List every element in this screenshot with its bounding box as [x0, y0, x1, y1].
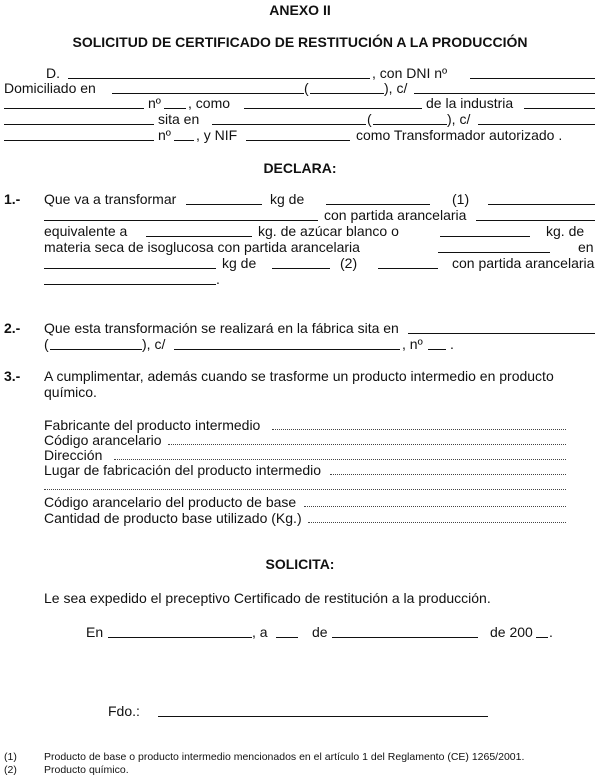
item1-kg-field[interactable]	[186, 204, 262, 205]
field-base-tariff-code[interactable]	[304, 506, 566, 507]
item1-quantity-field[interactable]	[44, 268, 216, 269]
domicile-city-field[interactable]	[112, 93, 304, 94]
item1-en: en	[578, 239, 594, 255]
footnote-1-mark: (1)	[4, 751, 17, 763]
footnote-1-text: Producto de base o producto intermedio mencionados en el artículo 1 del Reglamento (CE) 1265/2001.	[44, 751, 525, 763]
dni-label: , con DNI nº	[372, 65, 448, 81]
domicile-street-cont-field[interactable]	[4, 108, 144, 109]
item2-factory-city-field[interactable]	[408, 333, 595, 334]
item3-line2: químico.	[44, 384, 97, 400]
como-label: , como	[188, 95, 231, 111]
domicile-province-field[interactable]	[310, 93, 384, 94]
dni-field[interactable]	[470, 78, 595, 79]
item1-equivalente: equivalente a	[44, 223, 128, 239]
item1-number: 1.-	[4, 191, 21, 207]
item1-tariff-field[interactable]	[476, 220, 595, 221]
item1-isoglucose-kg-field[interactable]	[440, 236, 530, 237]
applicant-d-label: D.	[46, 65, 60, 81]
paren-open: (	[304, 80, 309, 96]
item1-chemical-cont-field[interactable]	[378, 268, 438, 269]
footnote-2-text: Producto químico.	[44, 764, 129, 776]
field-label-manufacturer: Fabricante del producto intermedio	[44, 417, 261, 433]
date-end-dot: .	[549, 624, 553, 640]
item2-number-label: , nº	[402, 336, 423, 352]
annex-title: ANEXO II	[269, 2, 331, 18]
item2-paren-open: (	[44, 336, 49, 352]
item1-que-va: Que va a transformar	[44, 191, 177, 207]
paren-open-2: (	[367, 111, 372, 127]
street-label-2: ), c/	[447, 111, 471, 127]
field-address[interactable]	[114, 459, 566, 460]
field-label-manufacturing-place: Lugar de fabricación del producto intermedio	[44, 462, 322, 478]
item1-kg-de2: kg. de	[546, 223, 585, 239]
domicile-number-field[interactable]	[164, 108, 186, 109]
industria-label: de la industria	[426, 95, 514, 111]
place-field[interactable]	[108, 637, 252, 638]
year-label: de 200	[490, 624, 533, 640]
domiciliado-label: Domiciliado en	[4, 80, 96, 96]
signature-field[interactable]	[158, 716, 488, 717]
number-label: nº	[148, 95, 161, 111]
item1-product-line2-field[interactable]	[44, 220, 318, 221]
number-label-2: nº	[158, 127, 171, 143]
field-manufacturing-place[interactable]	[330, 474, 566, 475]
item1-ref2: (2)	[340, 255, 358, 271]
field-tariff-code[interactable]	[168, 444, 566, 445]
item1-materia: materia seca de isoglucosa con partida arancelaria	[44, 239, 360, 255]
item3-line1: A cumplimentar, además cuando se trasforme un producto intermedio en producto	[44, 368, 554, 384]
item1-chemical-field[interactable]	[272, 268, 330, 269]
item1-partida2: con partida arancelaria	[452, 255, 595, 271]
place-label: En	[86, 624, 104, 640]
solicita-text: Le sea expedido el preceptivo Certificado de restitución a la producción.	[44, 590, 491, 606]
item1-ref1: (1)	[452, 191, 470, 207]
footnote-2-mark: (2)	[4, 764, 17, 776]
industry-name-field[interactable]	[524, 108, 595, 109]
applicant-name-field[interactable]	[68, 78, 370, 79]
item1-partida: con partida arancelaria	[324, 207, 467, 223]
item1-tariff2-field[interactable]	[438, 252, 550, 253]
year-field[interactable]	[536, 637, 548, 638]
field-label-tariff-code: Código arancelario	[44, 432, 162, 448]
month-field[interactable]	[332, 637, 478, 638]
field-manufacturing-place-cont[interactable]	[44, 489, 566, 490]
item2-end-dot: .	[450, 336, 454, 352]
item2-number: 2.-	[4, 320, 21, 336]
item2-street-label: ), c/	[142, 336, 166, 352]
month-de-label: de	[312, 624, 328, 640]
role-field[interactable]	[244, 108, 422, 109]
item1-azucar: kg. de azúcar blanco o	[258, 223, 399, 239]
item1-end-dot: .	[216, 271, 220, 287]
declara-heading: DECLARA:	[263, 160, 337, 176]
item1-tariff3-field[interactable]	[44, 284, 216, 285]
industry-street-field[interactable]	[478, 124, 595, 125]
field-label-address: Dirección	[44, 447, 103, 463]
industry-city-field[interactable]	[212, 124, 366, 125]
nif-field[interactable]	[246, 140, 350, 141]
field-label-base-tariff-code: Código arancelario del producto de base	[44, 494, 297, 510]
item1-equivalent-kg-field[interactable]	[146, 236, 252, 237]
field-base-quantity[interactable]	[308, 522, 566, 523]
signature-label: Fdo.:	[108, 703, 140, 719]
day-field[interactable]	[276, 637, 298, 638]
date-a-label: , a	[252, 624, 268, 640]
field-label-base-quantity: Cantidad de producto base utilizado (Kg.)	[44, 510, 302, 526]
solicita-heading: SOLICITA:	[265, 556, 335, 572]
item2-factory-province-field[interactable]	[50, 349, 142, 350]
industry-street-cont-field[interactable]	[4, 140, 154, 141]
industry-province-field[interactable]	[373, 124, 447, 125]
industry-number-field[interactable]	[174, 140, 194, 141]
item2-text: Que esta transformación se realizará en la fábrica sita en	[44, 320, 399, 336]
nif-label: , y NIF	[196, 127, 238, 143]
street-label: ), c/	[384, 80, 408, 96]
item1-kg-de: kg de	[270, 191, 305, 207]
document-title: SOLICITUD DE CERTIFICADO DE RESTITUCIÓN A LA PRODUCCIÓN	[72, 34, 528, 50]
field-manufacturer[interactable]	[272, 429, 566, 430]
item1-kg-de3: kg de	[222, 255, 257, 271]
item2-factory-number-field[interactable]	[428, 349, 446, 350]
industry-name-cont-field[interactable]	[4, 124, 154, 125]
item1-product-field[interactable]	[326, 204, 430, 205]
domicile-street-field[interactable]	[414, 93, 595, 94]
item1-product-cont-field[interactable]	[488, 204, 595, 205]
item3-number: 3.-	[4, 368, 21, 384]
item2-factory-street-field[interactable]	[174, 349, 400, 350]
transformador-label: como Transformador autorizado .	[356, 127, 563, 143]
sita-en-label: sita en	[158, 111, 200, 127]
